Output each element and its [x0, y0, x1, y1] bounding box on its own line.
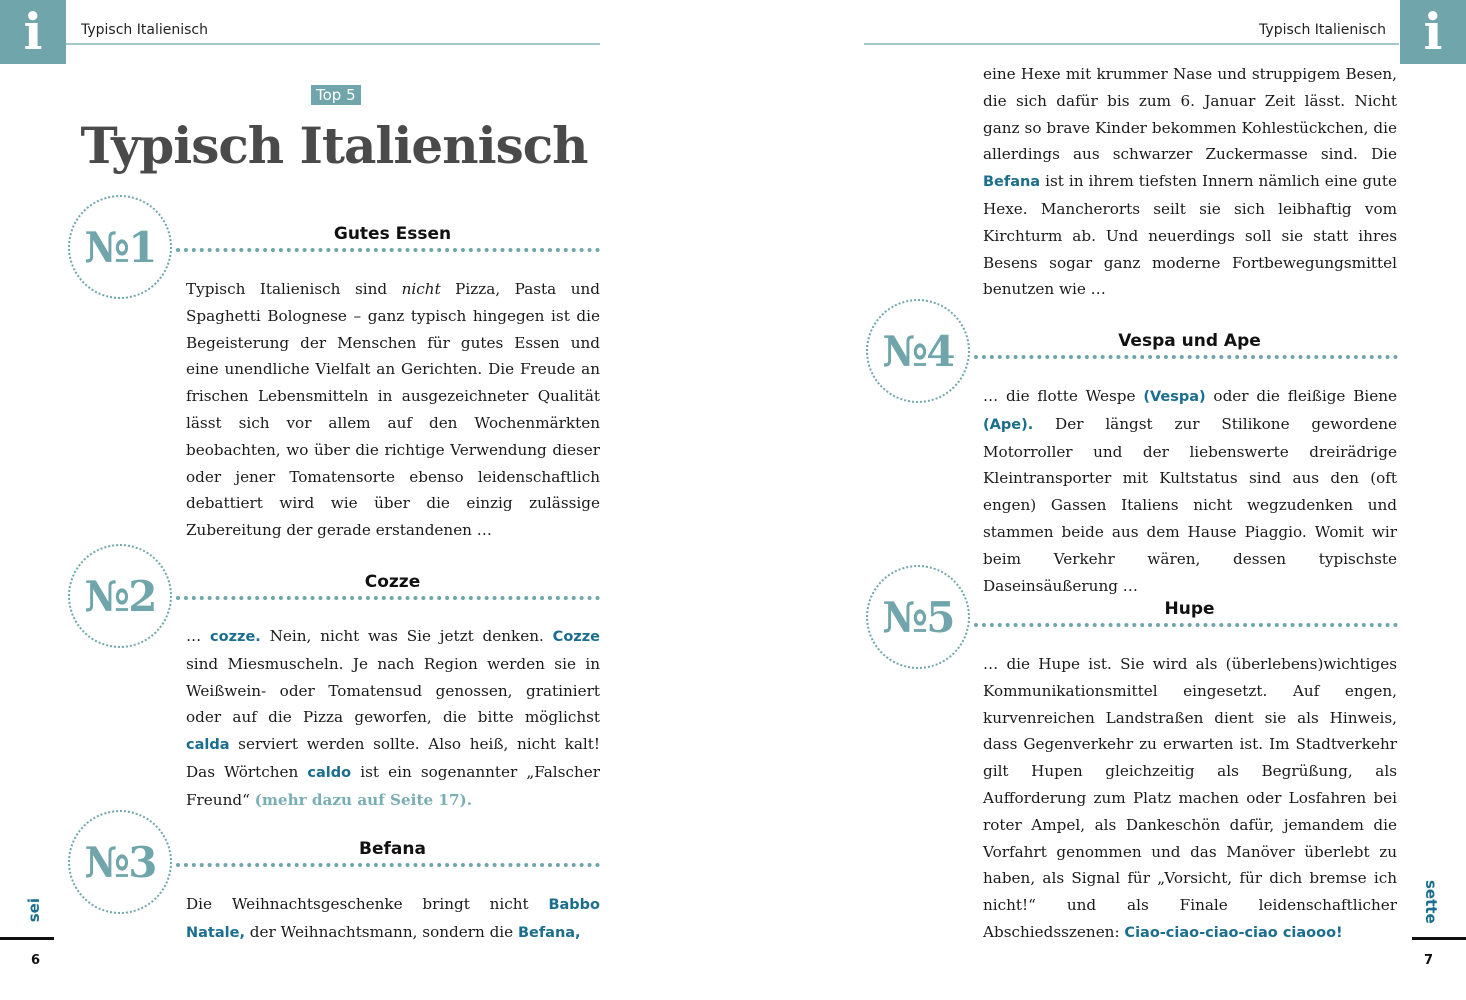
italian-term: Befana,: [517, 924, 581, 941]
number-badge-2: [68, 544, 172, 648]
italian-term: (Vespa): [1143, 389, 1206, 405]
section-body-continued: eine Hexe mit krummer Nase und struppigem Besen, die sich dafür bis zum 6. Januar Zeit lässt. Nicht ganz so brave Kinder bekommen Kohlestückchen, die allerdings aus schwarzer Zuckermasse sind. Die Befana ist in ihrem tiefsten Innern nämlich eine gute Hexe. Mancherorts seilt sie sich leibhaftig vom Kirchturm ab. Und neuerdings soll sie statt ihres Besens sogar ganz moderne Fortbewegungsmittel benutzen wie …: [983, 65, 1397, 299]
section-heading: Vespa und Ape: [1118, 331, 1261, 351]
page-number: 6: [31, 953, 41, 968]
page-title: Typisch Italienisch: [80, 116, 588, 175]
section-heading: Cozze: [364, 572, 421, 592]
number-badge-4: [866, 299, 970, 403]
number-badge-1: [68, 195, 172, 299]
item-number: 2: [128, 571, 156, 621]
dotted-divider: [974, 623, 1398, 627]
item-number: 4: [926, 326, 954, 376]
page-number: 7: [1423, 953, 1433, 968]
item-number: 3: [128, 837, 156, 887]
number-badge-5: [866, 565, 970, 669]
section-body: … die Hupe ist. Sie wird als (überlebens)wichtiges Kommunikationsmittel eingesetzt. Auf engen, kurvenreichen Landstraßen dient sie als Hinweis, dass Gegenverkehr zu erwarten ist. Im Stadtverkehr gilt Hupen gleichzeitig als Begrüßung, als Aufforderung zum Platz machen oder Losfahren bei roter Ampel, als Dankeschön dafür, jemandem die Vorfahrt genommen und das Manöver überlebt zu haben, als Signal für „Vorsicht, für dich bremse ich nicht!“ und als Finale leidenschaftlicher Abschiedsszenen: Ciao-ciao-ciao-ciao ciaooo!: [983, 655, 1397, 941]
item-number: 1: [128, 222, 156, 272]
numero-sign: №: [84, 837, 129, 887]
section-body: … die flotte Wespe (Vespa) oder die fleißige Biene (Ape). Der längst zur Stilikone gewordene Motorroller und der liebenswerte dreirädrige Kleintransporter mit Kultstatus sind aus den (oft engen) Gassen Italiens nicht wegzudenken und stammen beide aus dem Hause Piaggio. Womit wir beim Verkehr wären, dessen typischste Daseinsäußerung …: [983, 387, 1397, 595]
italian-term: calda: [186, 737, 230, 754]
page-word: sei: [25, 898, 43, 923]
italian-term: Babbo Natale,: [186, 897, 600, 941]
numero-sign: №: [882, 326, 927, 376]
section-heading: Befana: [359, 839, 426, 859]
top-badge: Top 5: [311, 85, 361, 105]
italian-term: cozze.: [210, 629, 261, 645]
header-rule: [864, 43, 1399, 45]
section-body: … cozze. Nein, nicht was Sie jetzt denken. Cozze sind Miesmuscheln. Je nach Region werden sie in Weißwein- oder Tomatensud genossen, gratiniert oder auf die Pizza geworfen, die bitte möglichst calda serviert werden sollte. Also heiß, nicht kalt! Das Wörtchen caldo ist ein sogenannter „Falscher Freund“ (mehr dazu auf Seite 17).: [186, 627, 600, 809]
italian-term: caldo: [307, 764, 352, 781]
section-heading: Hupe: [1164, 599, 1215, 619]
item-number: 5: [926, 592, 954, 642]
section-body: Die Weihnachtsgeschenke bringt nicht Babbo Natale, der Weihnachtsmann, sondern die Befana,: [186, 895, 600, 941]
italian-term: Befana: [983, 174, 1041, 191]
italian-term: Cozze: [552, 629, 600, 645]
section-body: Typisch Italienisch sind nicht Pizza, Pasta und Spaghetti Bolognese – ganz typisch hingegen ist die Begeisterung der Menschen für gutes Essen und eine unendliche Vielfalt an Gerichten. Die Freude an frischen Lebensmitteln in ausgezeichneter Qualität lässt sich vor allem auf den Wochenmärkten beobachten, wo über die richtige Verwendung dieser oder jener Tomatensorte ebenso leidenschaftlich debattiert wird wie über die einzig zulässige Zubereitung der gerade erstandenen …: [186, 280, 600, 540]
page-reference-link[interactable]: (mehr dazu auf Seite 17).: [254, 790, 473, 809]
italian-term: (Ape).: [983, 416, 1034, 433]
page-number-rule: [1412, 937, 1466, 940]
info-icon: i: [1400, 0, 1466, 64]
info-icon: i: [0, 0, 66, 64]
page-number-rule: [0, 937, 54, 940]
dotted-divider: [176, 248, 600, 252]
dotted-divider: [176, 596, 600, 600]
running-head: Typisch Italienisch: [81, 22, 208, 38]
running-head: Typisch Italienisch: [1259, 22, 1386, 38]
page-word: sette: [1422, 880, 1440, 924]
numero-sign: №: [882, 592, 927, 642]
right-page: [733, 0, 1466, 1000]
dotted-divider: [176, 863, 600, 867]
number-badge-3: [68, 810, 172, 914]
numero-sign: №: [84, 571, 129, 621]
dotted-divider: [974, 355, 1398, 359]
section-heading: Gutes Essen: [333, 224, 452, 244]
numero-sign: №: [84, 222, 129, 272]
header-rule: [66, 43, 600, 45]
italian-term: Ciao-ciao-ciao-ciao ciaooo!: [1124, 924, 1343, 941]
